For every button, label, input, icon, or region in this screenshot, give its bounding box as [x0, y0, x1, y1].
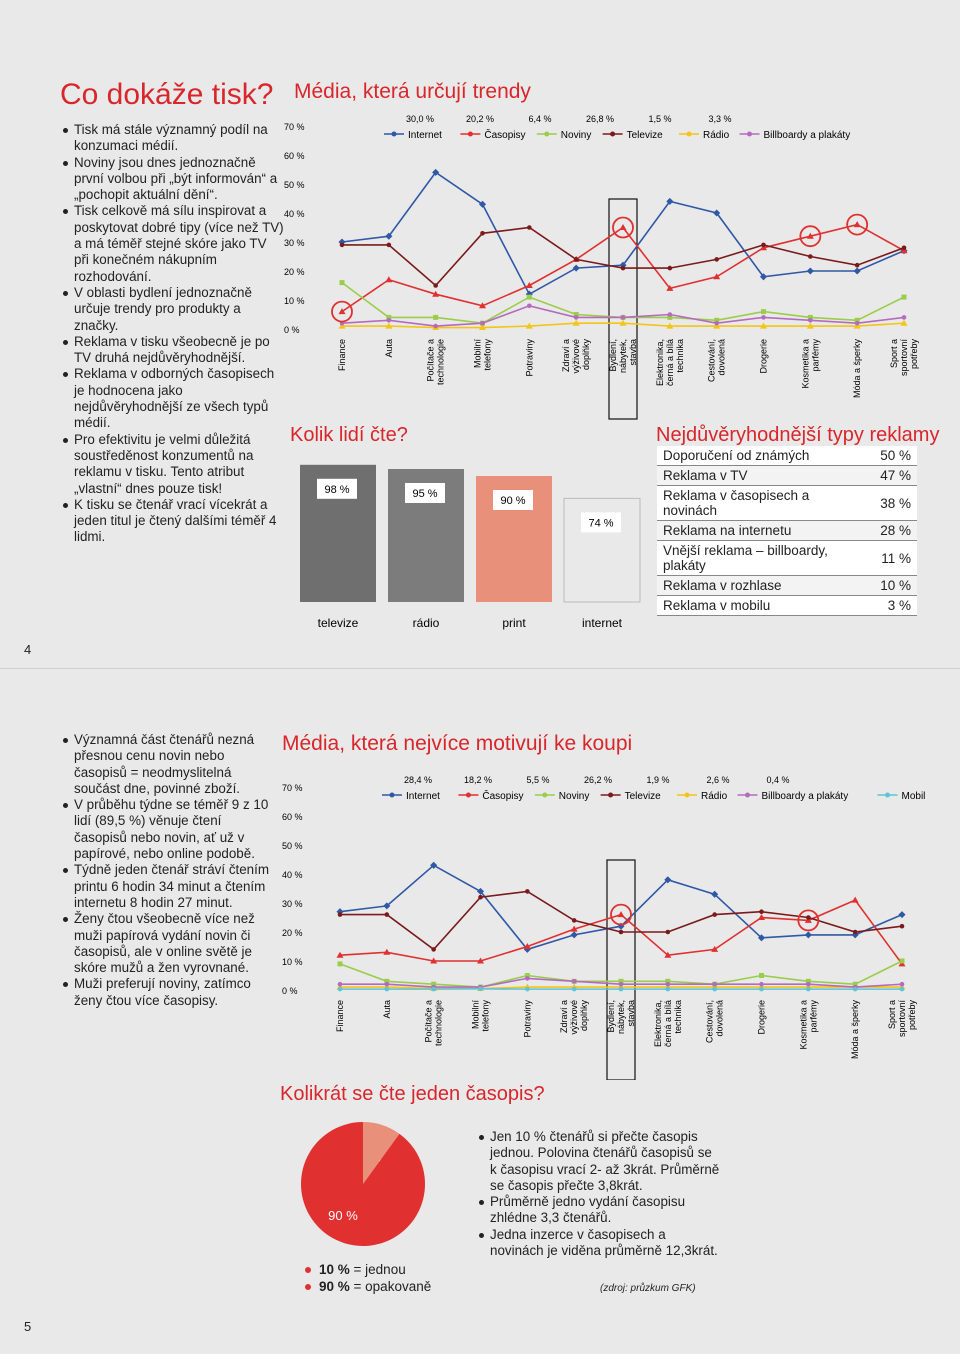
x-tick-line: Auta [384, 339, 394, 358]
data-point [433, 283, 438, 288]
bullet-item: Muži preferují noviny, zatímco ženy čtou více časopisy. [74, 976, 274, 1009]
data-point [340, 243, 345, 248]
data-point [527, 304, 532, 309]
data-point [900, 959, 905, 964]
x-tick-line: Zdraví a [561, 339, 571, 372]
data-point [902, 246, 907, 251]
x-tick-label [424, 1000, 444, 1046]
series-summary: 0,4 % [766, 775, 789, 785]
legend-marker [885, 793, 890, 798]
data-point [668, 312, 673, 317]
legend-marker [608, 793, 613, 798]
data-point [808, 254, 813, 259]
row-label: Reklama v časopisech a novinách [663, 488, 841, 518]
row-label: Reklama v rozhlase [663, 578, 841, 593]
data-point [805, 931, 812, 938]
row-label: Doporučení od známých [663, 448, 841, 463]
data-point [338, 987, 343, 992]
bullet-item: V oblasti bydlení jednoznačně určuje trendy pro produkty a značky. [74, 285, 284, 334]
bullet-item: Noviny jsou dnes jednoznačně první volbou při „být informován“ a „pochopit aktuální dění“. [74, 155, 284, 204]
legend-marker [544, 132, 549, 137]
data-point [433, 315, 438, 320]
data-point [666, 930, 671, 935]
legend-marker [610, 132, 615, 137]
bar-value-label: 98 % [324, 484, 349, 496]
data-point [619, 930, 624, 935]
x-tick-line: Potraviny [524, 339, 534, 377]
data-point [387, 243, 392, 248]
legend-marker [542, 793, 547, 798]
x-tick-line: černá a bílá [663, 1000, 673, 1047]
x-tick-label [852, 339, 862, 399]
x-tick-label [522, 1000, 532, 1038]
table-row [657, 446, 917, 466]
x-tick-line: technologie [434, 1000, 444, 1046]
chart-title-rereads: Kolikrát se čte jeden časopis? [280, 1083, 545, 1106]
legend-label: Billboardy a plakáty [762, 791, 849, 802]
x-tick-label [426, 339, 446, 385]
data-point [712, 987, 717, 992]
data-point [712, 912, 717, 917]
legend-label: Billboardy a plakáty [764, 130, 851, 141]
data-point [571, 931, 578, 938]
series-summary: 18,2 % [464, 775, 492, 785]
bullet-item: Jedna inzerce v časopisech a novinách je viděna průměrně 12,3krát. [490, 1227, 720, 1260]
y-tick-label: 40 % [282, 870, 303, 880]
legend-label: Televize [625, 791, 662, 802]
data-point [574, 257, 579, 262]
data-point [714, 257, 719, 262]
legend-marker [390, 793, 395, 798]
x-tick-label [757, 1000, 767, 1035]
x-tick-line: parfémy [808, 1000, 818, 1033]
x-tick-line: doplňky [581, 339, 591, 371]
data-point [761, 309, 766, 314]
pie-label: 90 % [328, 1208, 358, 1223]
series-summary: 3,3 % [708, 114, 731, 124]
row-label: Reklama v TV [663, 468, 841, 483]
reread-bullet-list [478, 1129, 720, 1259]
data-point [808, 318, 813, 323]
row-label: Reklama na internetu [663, 523, 841, 538]
bullet-item: Reklama v odborných časopisech je hodnocena jako nejdůvěryhodnější ze všech typů médií. [74, 366, 284, 431]
data-point [666, 982, 671, 987]
y-tick-label: 60 % [282, 812, 303, 822]
bar-category-label: print [502, 616, 526, 630]
x-tick-line: technika [673, 1000, 683, 1034]
data-point [433, 324, 438, 329]
table-row [657, 521, 917, 541]
x-tick-line: sportovní [897, 1000, 907, 1038]
motivation-line-chart [278, 765, 960, 1080]
row-label: Vnější reklama – billboardy, plakáty [663, 543, 841, 573]
legend-dot [305, 1267, 311, 1273]
data-point [574, 315, 579, 320]
x-tick-label [384, 339, 394, 358]
data-point [759, 982, 764, 987]
x-tick-line: telefony [483, 339, 493, 371]
data-point [855, 321, 860, 326]
y-tick-label: 30 % [284, 238, 305, 248]
data-point [572, 979, 577, 984]
x-tick-label [850, 1000, 860, 1060]
x-tick-line: parfémy [810, 339, 820, 372]
intro-bullet-list [62, 122, 284, 546]
readers-bar-chart [300, 452, 650, 637]
series-summary: 1,5 % [648, 114, 671, 124]
pie-legend [305, 1261, 431, 1295]
x-tick-line: výživové [569, 1000, 579, 1035]
series-summary: 5,5 % [526, 775, 549, 785]
y-tick-label: 20 % [284, 267, 305, 277]
y-tick-label: 70 % [282, 783, 303, 793]
bullet-item: Tisk má stále významný podíl na konzumaci médií. [74, 122, 284, 155]
data-point [761, 243, 766, 248]
series-summary: 2,6 % [706, 775, 729, 785]
x-tick-line: telefony [481, 1000, 491, 1032]
data-point [527, 295, 532, 300]
data-point [761, 315, 766, 320]
y-tick-label: 0 % [284, 325, 300, 335]
x-tick-label [800, 339, 820, 389]
data-point [759, 973, 764, 978]
x-tick-line: Cestování, [707, 339, 717, 382]
x-tick-label [655, 339, 685, 386]
row-value: 10 % [841, 578, 911, 593]
series-summary: 28,4 % [404, 775, 432, 785]
x-tick-line: výživové [571, 339, 581, 374]
x-tick-line: Finance [337, 339, 347, 371]
x-tick-line: technika [675, 339, 685, 373]
bar-value-label: 90 % [500, 495, 525, 507]
y-tick-label: 20 % [282, 928, 303, 938]
legend-text: = opakovaně [350, 1279, 431, 1294]
table-row [657, 541, 917, 576]
data-point [666, 987, 671, 992]
data-point [900, 982, 905, 987]
legend-marker [747, 132, 752, 137]
x-tick-label [608, 339, 638, 373]
x-tick-line: Mobilní [471, 1000, 481, 1030]
x-tick-line: Bydlení, [608, 339, 618, 372]
data-point [618, 911, 625, 917]
bullet-item: Tisk celkově má sílu inspirovat a poskytovat dobré tipy (více než TV) a má téměř stejné skóre jako TV při konečném nákupním rozhodování. [74, 203, 284, 284]
legend-entry [305, 1278, 431, 1295]
x-tick-label [524, 339, 534, 377]
bullet-item: V průběhu týdne se téměř 9 z 10 lidí (89,5 %) věnuje čtení časopisů nebo novin, ať už v papírové, nebo online podobě. [74, 797, 274, 862]
chart-title-trends: Média, která určují trendy [294, 80, 531, 104]
data-point [714, 321, 719, 326]
series-summary: 20,2 % [466, 114, 494, 124]
series-summary: 26,2 % [584, 775, 612, 785]
bar-value-label: 95 % [412, 488, 437, 500]
data-point [621, 315, 626, 320]
x-tick-label [653, 1000, 683, 1047]
chart-title-motivation: Média, která nejvíce motivují ke koupi [282, 732, 632, 756]
x-tick-line: potřeby [909, 339, 919, 370]
data-point [573, 265, 580, 272]
table-row [657, 466, 917, 486]
data-point [385, 276, 392, 282]
x-tick-label [889, 339, 919, 377]
x-tick-line: Elektronika, [655, 339, 665, 386]
legend-text: = jednou [350, 1262, 406, 1277]
series-summary: 6,4 % [528, 114, 551, 124]
x-tick-line: Móda a šperky [850, 1000, 860, 1060]
data-point [900, 987, 905, 992]
data-point [480, 231, 485, 236]
data-point [902, 295, 907, 300]
page-4 [0, 0, 960, 668]
data-point [525, 976, 530, 981]
x-tick-line: dovolená [715, 1000, 725, 1037]
data-point [713, 273, 720, 279]
x-tick-line: Drogerie [757, 1000, 767, 1035]
y-tick-label: 30 % [282, 899, 303, 909]
data-point [572, 987, 577, 992]
trust-table [657, 446, 917, 616]
x-tick-label [759, 339, 769, 374]
x-tick-line: Bydlení, [606, 1000, 616, 1033]
data-point [525, 987, 530, 992]
reader-bullet-list [62, 732, 274, 1009]
data-point [806, 987, 811, 992]
row-value: 28 % [841, 523, 911, 538]
bullet-item: Významná část čtenářů nezná přesnou cenu novin nebo časopisů = neodmyslitelná součást dne, povinné zboží. [74, 732, 274, 797]
legend-dot [305, 1284, 311, 1290]
data-point [431, 987, 436, 992]
x-tick-label [561, 339, 591, 374]
y-tick-label: 70 % [284, 122, 305, 132]
page-title: Co dokáže tisk? [60, 78, 273, 112]
data-point [385, 912, 390, 917]
bullet-item: Jen 10 % čtenářů si přečte časopis jednou. Polovina čtenářů časopisů se k časopisu vrací 2- až 3krát. Průměrně se časopis přečte 3,8krát. [490, 1129, 720, 1194]
data-point [527, 225, 532, 230]
x-tick-label [606, 1000, 636, 1034]
legend-label: Rádio [703, 130, 730, 141]
x-tick-label [887, 1000, 917, 1038]
table-row [657, 576, 917, 596]
y-tick-label: 10 % [284, 296, 305, 306]
y-tick-label: 50 % [282, 841, 303, 851]
legend-label: Noviny [559, 791, 590, 802]
source-note: (zdroj: průzkum GFK) [600, 1283, 696, 1294]
data-point [853, 987, 858, 992]
legend-label: Internet [408, 130, 442, 141]
row-value: 38 % [841, 496, 911, 511]
series-summary: 26,8 % [586, 114, 614, 124]
row-value: 3 % [841, 598, 911, 613]
table-row [657, 486, 917, 521]
page-number: 5 [24, 1319, 31, 1334]
x-tick-line: Zdraví a [559, 1000, 569, 1033]
table-title-trust: Nejdůvěryhodnější typy reklamy [656, 424, 939, 447]
x-tick-label [798, 1000, 818, 1050]
series-summary: 1,9 % [646, 775, 669, 785]
data-point [619, 987, 624, 992]
legend-marker [468, 132, 473, 137]
data-point [385, 982, 390, 987]
data-point [759, 909, 764, 914]
data-point [902, 315, 907, 320]
data-point [338, 982, 343, 987]
data-point [387, 318, 392, 323]
data-point [712, 982, 717, 987]
rereads-pie-chart [298, 1119, 428, 1249]
bar-value-label: 74 % [588, 517, 613, 529]
legend-value: 10 % [319, 1262, 350, 1277]
trends-line-chart [280, 104, 960, 424]
legend-label: Mobil [902, 791, 926, 802]
x-tick-line: Finance [335, 1000, 345, 1032]
data-point [854, 267, 861, 274]
x-tick-line: stavba [628, 339, 638, 366]
data-point [807, 267, 814, 274]
legend-label: Noviny [561, 130, 592, 141]
x-tick-line: potřeby [907, 1000, 917, 1031]
data-point [853, 930, 858, 935]
legend-marker [687, 132, 692, 137]
data-point [431, 947, 436, 952]
legend-marker [745, 793, 750, 798]
x-tick-line: nábytek, [616, 1000, 626, 1034]
data-point [854, 221, 861, 227]
x-tick-line: Kosmetika a [800, 339, 810, 389]
x-tick-line: Sport a [889, 339, 899, 368]
x-tick-label [705, 1000, 725, 1043]
x-tick-line: Cestování, [705, 1000, 715, 1043]
legend-marker [392, 132, 397, 137]
data-point [340, 280, 345, 285]
x-tick-line: Sport a [887, 1000, 897, 1029]
x-tick-line: technologie [436, 339, 446, 385]
bullet-item: Reklama v tisku všeobecně je po TV druhá nejdůvěryhodnější. [74, 334, 284, 367]
x-tick-line: Móda a šperky [852, 339, 862, 399]
row-value: 50 % [841, 448, 911, 463]
x-tick-line: Počítače a [424, 1000, 434, 1043]
bar-category-label: televize [318, 616, 359, 630]
bullet-item: Ženy čtou všeobecně více než muži papírová vydání novin či časopisů, ale v online světě je skóre mužů a žen vyrovnané. [74, 911, 274, 976]
series-line [340, 865, 902, 949]
page-5 [0, 668, 960, 1354]
y-tick-label: 0 % [282, 986, 298, 996]
data-point [621, 266, 626, 271]
data-point [668, 266, 673, 271]
bar-category-label: internet [582, 616, 623, 630]
bar-category-label: rádio [413, 616, 440, 630]
x-tick-line: nábytek, [618, 339, 628, 373]
data-point [525, 889, 530, 894]
data-point [806, 982, 811, 987]
bullet-item: K tisku se čtenář vrací vícekrát a jeden titul je čtený dalšími téměř 4 lidmi. [74, 497, 284, 546]
legend-marker [466, 793, 471, 798]
row-value: 47 % [841, 468, 911, 483]
data-point [572, 918, 577, 923]
data-point [806, 915, 811, 920]
legend-label: Internet [406, 791, 440, 802]
x-tick-label [473, 339, 493, 371]
x-tick-line: Kosmetika a [798, 1000, 808, 1050]
x-tick-label [559, 1000, 589, 1035]
data-point [619, 982, 624, 987]
x-tick-line: Auta [382, 1000, 392, 1019]
chart-title-readers: Kolik lidí čte? [290, 424, 408, 447]
x-tick-line: Elektronika, [653, 1000, 663, 1047]
table-row [657, 596, 917, 616]
data-point [478, 895, 483, 900]
legend-value: 90 % [319, 1279, 350, 1294]
x-tick-label [471, 1000, 491, 1032]
x-tick-line: doplňky [579, 1000, 589, 1032]
y-tick-label: 60 % [284, 151, 305, 161]
data-point [900, 924, 905, 929]
x-tick-line: dovolená [717, 339, 727, 376]
bullet-item: Průměrně jedno vydání časopisu zhlédne 3,3 čtenářů. [490, 1194, 720, 1227]
data-point [620, 224, 627, 230]
legend-label: Časopisy [482, 789, 523, 802]
y-tick-label: 40 % [284, 209, 305, 219]
y-tick-label: 50 % [284, 180, 305, 190]
data-point [759, 987, 764, 992]
data-point [898, 911, 905, 918]
x-tick-line: Drogerie [759, 339, 769, 374]
data-point [338, 912, 343, 917]
data-point [385, 987, 390, 992]
row-label: Reklama v mobilu [663, 598, 841, 613]
legend-label: Časopisy [484, 128, 525, 141]
x-tick-label [382, 1000, 392, 1019]
data-point [855, 263, 860, 268]
legend-label: Rádio [701, 791, 728, 802]
row-value: 11 % [841, 551, 911, 566]
page-number: 4 [24, 642, 31, 657]
x-tick-line: Mobilní [473, 339, 483, 369]
data-point [480, 321, 485, 326]
x-tick-label [337, 339, 347, 371]
y-tick-label: 10 % [282, 957, 303, 967]
x-tick-line: sportovní [899, 339, 909, 377]
data-point [338, 961, 343, 966]
legend-label: Televize [627, 130, 664, 141]
x-tick-line: stavba [626, 1000, 636, 1027]
data-point [478, 987, 483, 992]
legend-entry [305, 1261, 431, 1278]
data-point [852, 897, 859, 903]
x-tick-line: černá a bílá [665, 339, 675, 386]
pie-slice [301, 1122, 425, 1246]
bullet-item: Týdně jeden čtenář stráví čtením printu 6 hodin 34 minut a čtením internetu 8 hodin 27 minut. [74, 862, 274, 911]
highlight-frame [607, 860, 635, 1080]
legend-marker [685, 793, 690, 798]
series-summary: 30,0 % [406, 114, 434, 124]
bullet-item: Pro efektivitu je velmi důležitá soustředěnost konzumentů na reklamu v tisku. Tento atribut „vlastní“ dnes pouze tisk! [74, 432, 284, 497]
x-tick-label [707, 339, 727, 382]
x-tick-label [335, 1000, 345, 1032]
x-tick-line: Potraviny [522, 1000, 532, 1038]
x-tick-line: Počítače a [426, 339, 436, 382]
